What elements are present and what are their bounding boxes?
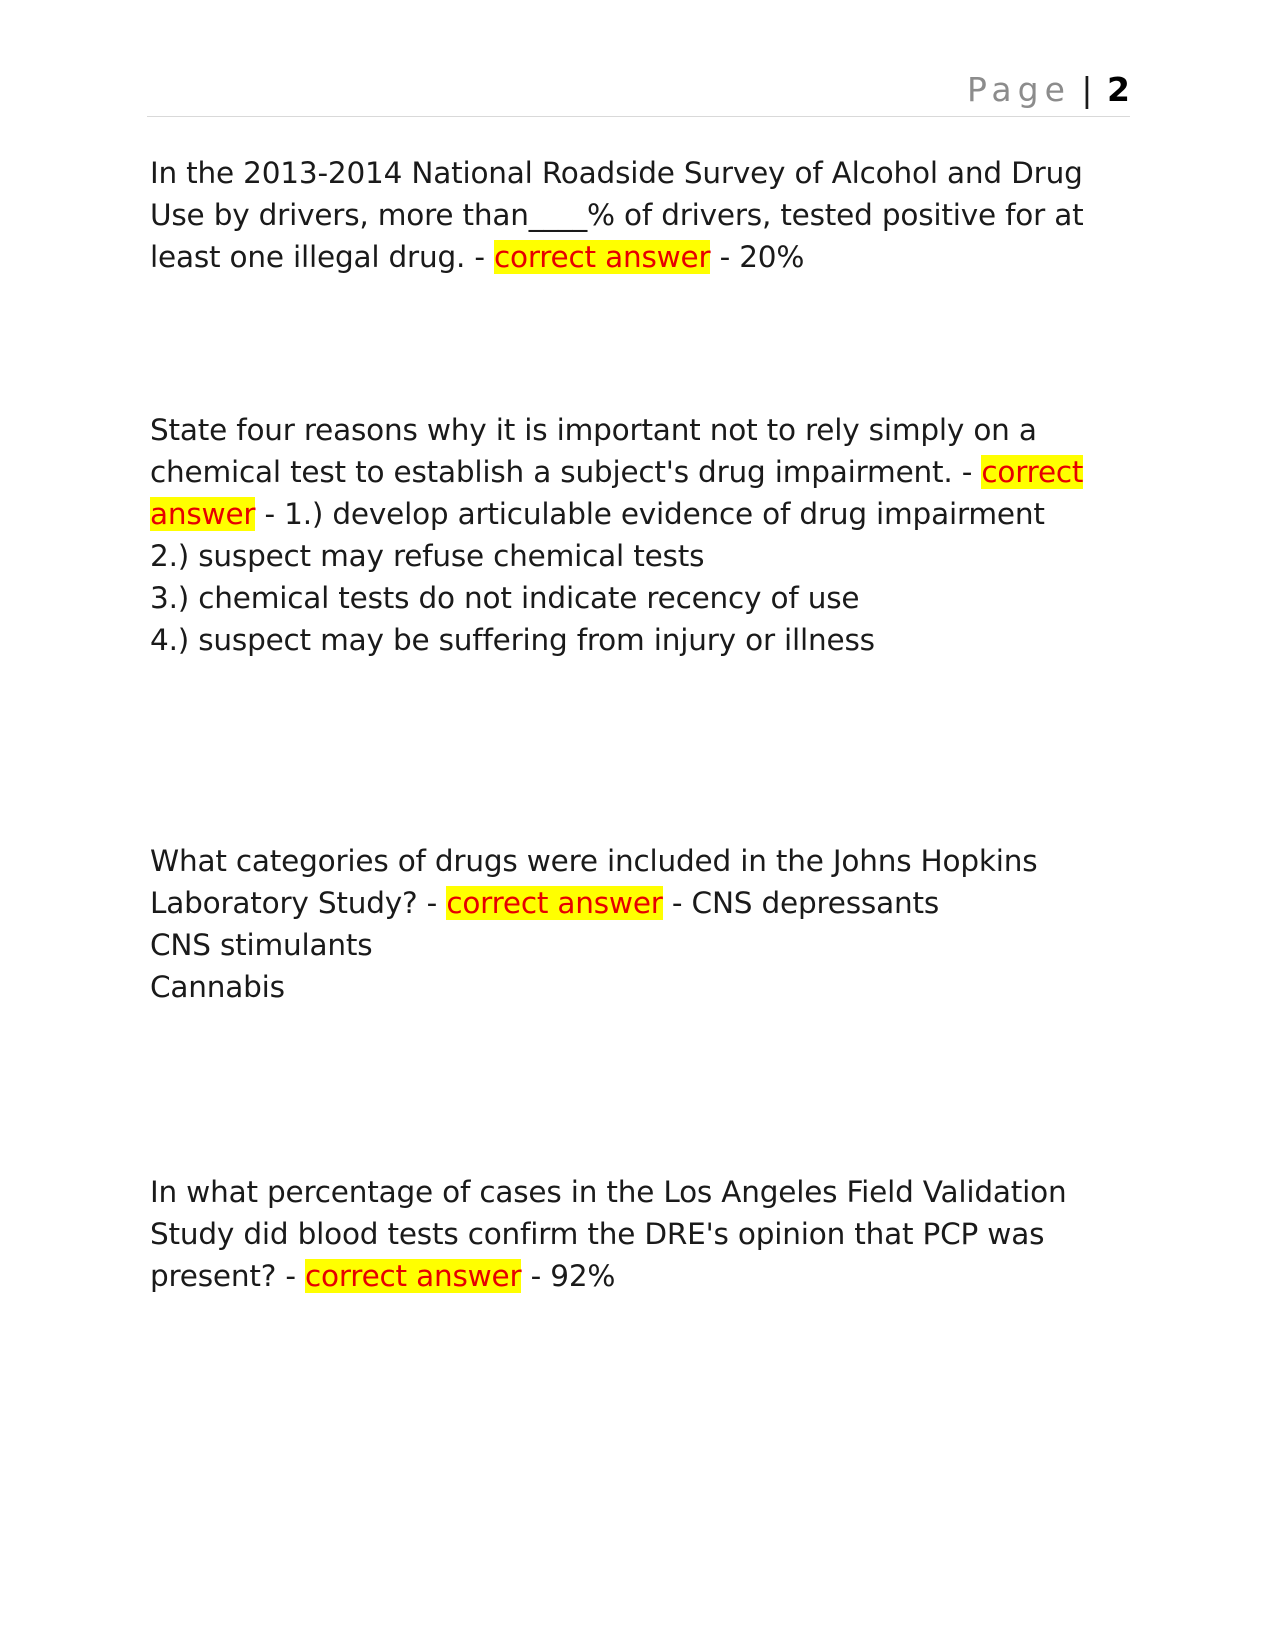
question-text: In the 2013-2014 National Roadside Survey of Alcohol and Drug Use by drivers, more than____% of drivers, tested positive for at least one illegal drug. - bbox=[150, 156, 1084, 274]
page-header bbox=[147, 70, 1130, 117]
correct-answer-label: correct answer bbox=[305, 1259, 522, 1293]
answer-text: - CNS depressants bbox=[671, 886, 939, 920]
qa-item bbox=[150, 409, 1110, 661]
qa-item bbox=[150, 1171, 1110, 1297]
answer-line: 2.) suspect may refuse chemical tests bbox=[150, 539, 705, 573]
answer-line: Cannabis bbox=[150, 970, 285, 1004]
answer-line: 3.) chemical tests do not indicate recency of use bbox=[150, 581, 860, 615]
qa-text bbox=[150, 152, 1110, 278]
correct-answer-label: correct answer bbox=[150, 455, 1084, 531]
question-text: In what percentage of cases in the Los Angeles Field Validation Study did blood tests confirm the DRE's opinion that PCP was present? - bbox=[150, 1175, 1067, 1293]
qa-item bbox=[150, 152, 1110, 278]
qa-text bbox=[150, 1171, 1110, 1297]
answer-text: - 92% bbox=[530, 1259, 616, 1293]
question-text: State four reasons why it is important not to rely simply on a chemical test to establish a subject's drug impairment. - bbox=[150, 413, 1037, 489]
question-text: What categories of drugs were included in the Johns Hopkins Laboratory Study? - bbox=[150, 844, 1038, 920]
page-number: 2 bbox=[1107, 70, 1130, 109]
qa-item bbox=[150, 840, 1110, 1008]
answer-line: CNS stimulants bbox=[150, 928, 373, 962]
answer-text: - 1.) develop articulable evidence of drug impairment bbox=[264, 497, 1045, 531]
correct-answer-label: correct answer bbox=[446, 886, 663, 920]
qa-text bbox=[150, 840, 1110, 924]
answer-line: 4.) suspect may be suffering from injury or illness bbox=[150, 623, 875, 657]
qa-text bbox=[150, 409, 1110, 535]
correct-answer-label: correct answer bbox=[494, 240, 711, 274]
answer-text: - 20% bbox=[719, 240, 805, 274]
page-separator: | bbox=[1081, 70, 1093, 109]
page-label: Page bbox=[967, 70, 1071, 109]
